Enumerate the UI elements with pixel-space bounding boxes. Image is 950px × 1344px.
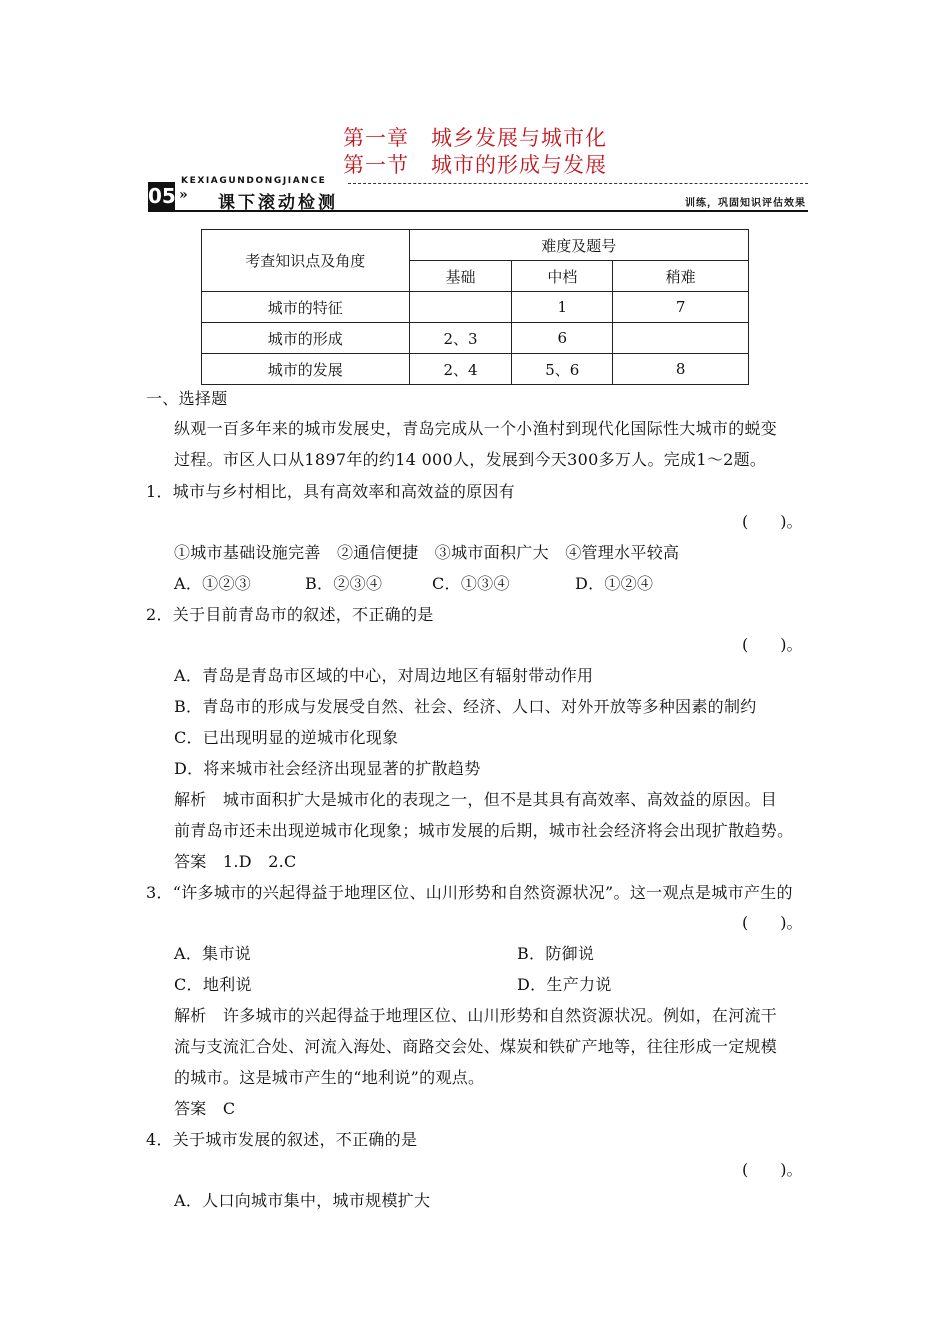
q2-option-c: C．已出现明显的逆城市化现象	[174, 728, 399, 747]
table-cell-mid: 1	[512, 292, 613, 323]
q1-option-b: B．②③④	[305, 574, 383, 593]
q2-option-a: A．青岛是青岛市区域的中心，对周边地区有辐射带动作用	[174, 666, 594, 685]
banner-number: 05	[148, 184, 176, 208]
q1-option-d: D．①②④	[575, 574, 654, 593]
table-header-mid: 中档	[512, 261, 613, 292]
intro-line-1: 纵观一百多年来的城市发展史，青岛完成从一个小渔村到现代化国际性大城市的蜕变	[174, 419, 778, 438]
table-cell-basic: 2、3	[409, 323, 512, 354]
table-row	[202, 354, 749, 385]
intro-line-2: 过程。市区人口从1897年的约14 000人，发展到今天300多万人。完成1～2题。	[174, 450, 767, 469]
table-cell-basic	[409, 292, 512, 323]
table-cell-topic: 城市的发展	[202, 354, 410, 385]
question-1: 1．城市与乡村相比，具有高效率和高效益的原因有	[146, 482, 516, 501]
banner-label: 课下滚动检测	[218, 193, 338, 213]
chapter-title: 第一章 城乡发展与城市化	[343, 126, 607, 150]
banner-dashed-line	[348, 183, 808, 184]
question-4: 4．关于城市发展的叙述，不正确的是	[146, 1130, 418, 1149]
q4-option-a: A．人口向城市集中，城市规模扩大	[174, 1191, 431, 1210]
banner-pinyin: KEXIAGUNDONGJIANCE	[181, 176, 327, 186]
q3-option-b: B．防御说	[517, 944, 595, 963]
answer-blank-2: ( )。	[742, 635, 803, 654]
answer-3: 答案 C	[174, 1099, 236, 1118]
table-cell-hard: 8	[613, 354, 749, 385]
explanation-1-2-line-2: 前青岛市还未出现逆城市化现象；城市发展的后期，城市社会经济将会出现扩散趋势。	[174, 821, 794, 840]
explanation-3-line-2: 流与支流汇合处、河流入海处、商路交会处、煤炭和铁矿产地等，往往形成一定规模	[174, 1037, 778, 1056]
q3-option-d: D．生产力说	[517, 975, 612, 994]
q1-statements: ①城市基础设施完善 ②通信便捷 ③城市面积广大 ④管理水平较高	[174, 543, 680, 562]
table-cell-topic: 城市的形成	[202, 323, 410, 354]
table-header-basic: 基础	[409, 261, 512, 292]
section-heading: 一、选择题	[146, 389, 228, 408]
table-cell-topic: 城市的特征	[202, 292, 410, 323]
knowledge-point-table	[201, 229, 749, 385]
table-header-difficulty: 难度及题号	[409, 230, 748, 261]
explanation-3-line-1: 解析 许多城市的兴起得益于地理区位、山川形势和自然资源状况。例如，在河流干	[174, 1006, 778, 1025]
banner-rule	[148, 210, 808, 212]
table-row	[202, 323, 749, 354]
exercise-banner	[148, 178, 808, 212]
q1-option-c: C．①③④	[432, 574, 510, 593]
table-cell-hard: 7	[613, 292, 749, 323]
q3-option-a: A．集市说	[174, 944, 252, 963]
explanation-1-2-line-1: 解析 城市面积扩大是城市化的表现之一，但不是其具有高效率、高效益的原因。目	[174, 790, 778, 809]
table-row	[202, 292, 749, 323]
table-cell-mid: 6	[512, 323, 613, 354]
explanation-3-line-3: 的城市。这是城市产生的“地利说”的观点。	[174, 1068, 485, 1087]
question-2: 2．关于目前青岛市的叙述，不正确的是	[146, 605, 434, 624]
table-cell-basic: 2、4	[409, 354, 512, 385]
double-arrow-icon: »	[179, 187, 188, 203]
table-header-hard: 稍难	[613, 261, 749, 292]
answer-blank-3: ( )。	[742, 913, 803, 932]
q2-option-d: D．将来城市社会经济出现显著的扩散趋势	[174, 759, 481, 778]
answer-blank-4: ( )。	[742, 1160, 803, 1179]
q3-option-c: C．地利说	[174, 975, 252, 994]
question-3: 3．“许多城市的兴起得益于地理区位、山川形势和自然资源状况”。这一观点是城市产生的	[146, 883, 793, 902]
table-cell-mid: 5、6	[512, 354, 613, 385]
answer-1-2: 答案 1.D 2.C	[174, 852, 297, 871]
q2-option-b: B．青岛市的形成与发展受自然、社会、经济、人口、对外开放等多种因素的制约	[174, 697, 757, 716]
section-title: 第一节 城市的形成与发展	[343, 153, 607, 177]
answer-blank-1: ( )。	[742, 512, 803, 531]
q1-option-a: A．①②③	[174, 574, 252, 593]
table-cell-hard	[613, 323, 749, 354]
banner-slogan: 训练，巩固知识评估效果	[685, 198, 806, 209]
table-header-topic: 考查知识点及角度	[202, 230, 410, 292]
